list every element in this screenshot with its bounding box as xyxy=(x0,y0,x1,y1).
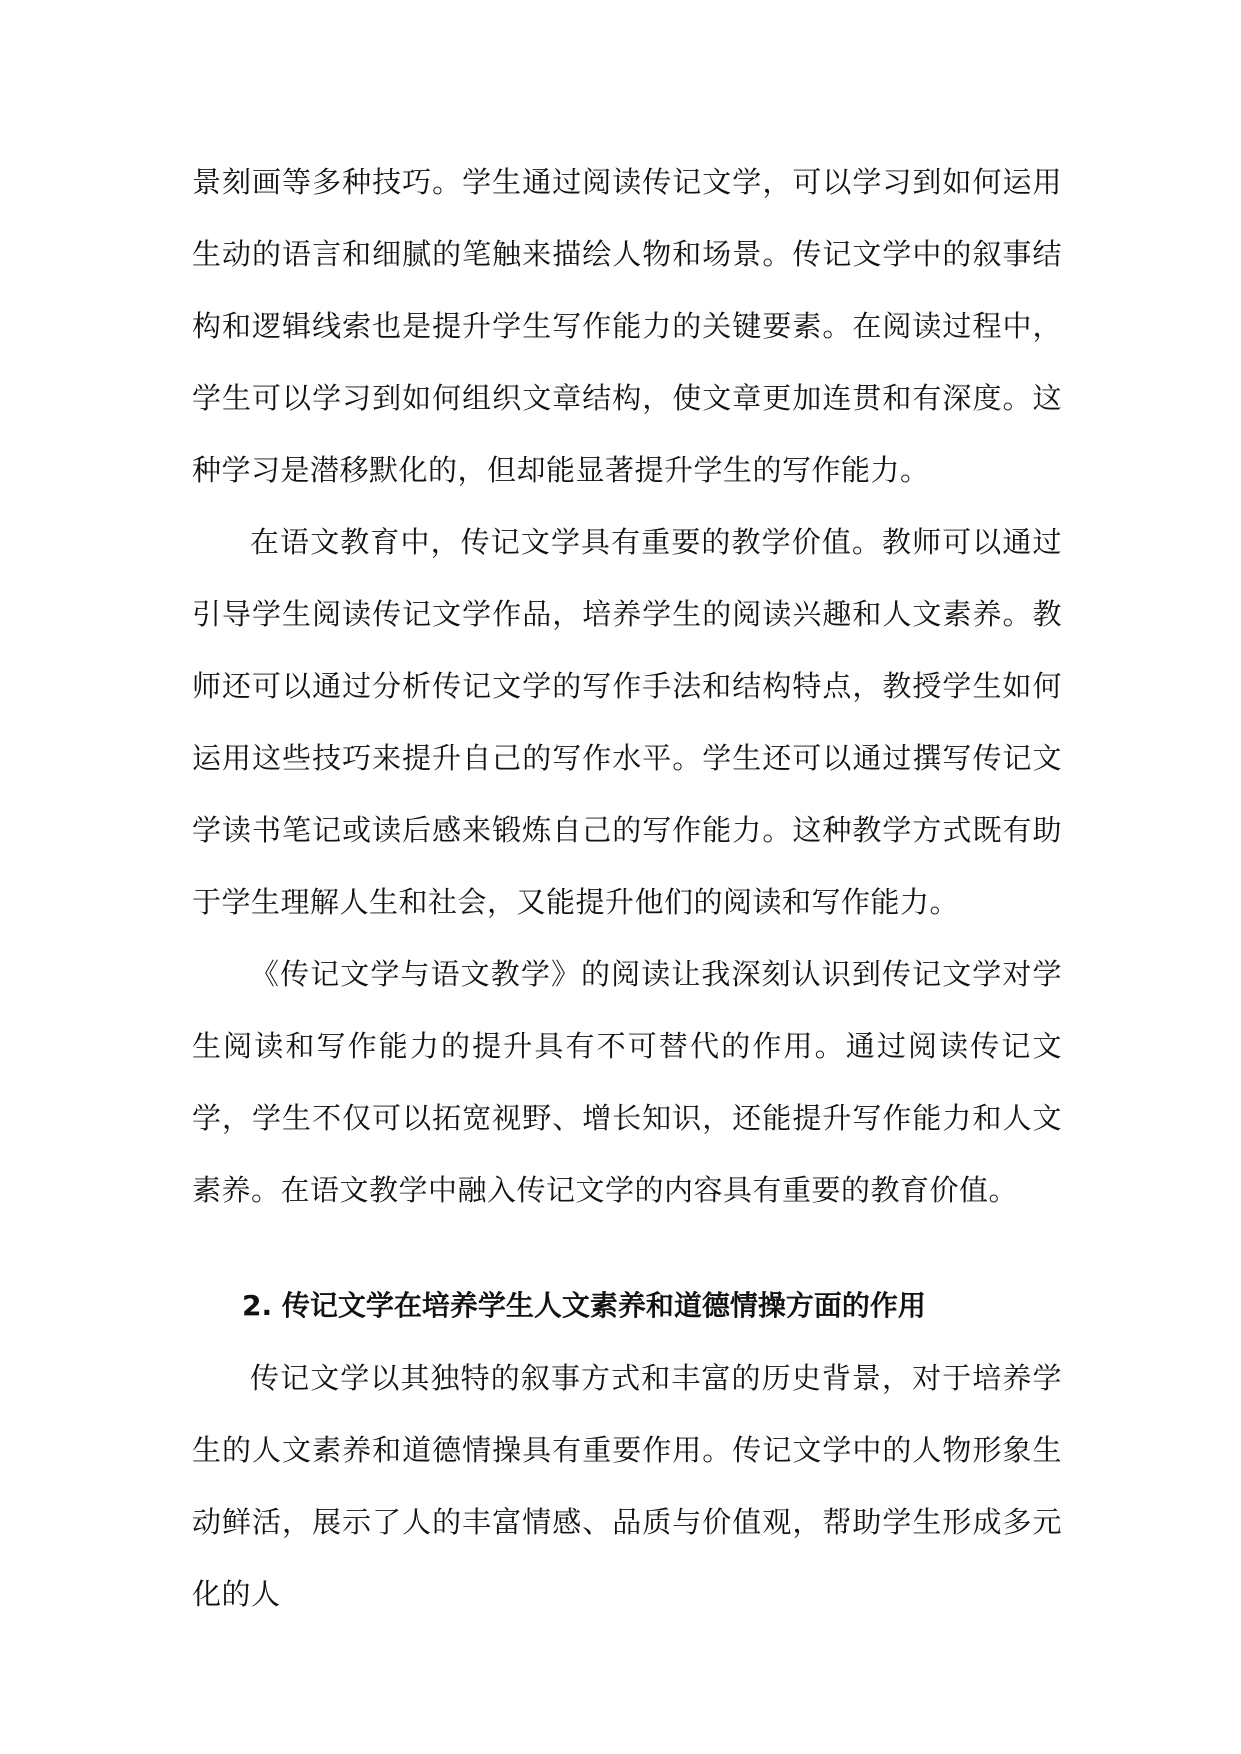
section-heading: 2. 传记文学在培养学生人文素养和道德情操方面的作用 xyxy=(242,1289,926,1322)
document-body xyxy=(192,146,1062,1630)
section-spacer xyxy=(192,1226,1062,1270)
paragraph-section-intro: 传记文学以其独特的叙事方式和丰富的历史背景，对于培养学生的人文素养和道德情操具有重要作用。传记文学中的人物形象生动鲜活，展示了人的丰富情感、品质与价值观，帮助学生形成多元化的人 xyxy=(192,1361,1062,1611)
paragraph-teaching-value: 在语文教育中，传记文学具有重要的教学价值。教师可以通过引导学生阅读传记文学作品，培养学生的阅读兴趣和人文素养。教师还可以通过分析传记文学的写作手法和结构特点，教授学生如何运用这些技巧来提升自己的写作水平。学生还可以通过撰写传记文学读书笔记或读后感来锻炼自己的写作能力。这种教学方式既有助于学生理解人生和社会，又能提升他们的阅读和写作能力。 xyxy=(192,525,1062,919)
paragraph-reading-reflection: 《传记文学与语文教学》的阅读让我深刻认识到传记文学对学生阅读和写作能力的提升具有不可替代的作用。通过阅读传记文学，学生不仅可以拓宽视野、增长知识，还能提升写作能力和人文素养。在语文教学中融入传记文学的内容具有重要的教育价值。 xyxy=(192,957,1062,1207)
paragraph-continued: 景刻画等多种技巧。学生通过阅读传记文学，可以学习到如何运用生动的语言和细腻的笔触来描绘人物和场景。传记文学中的叙事结构和逻辑线索也是提升学生写作能力的关键要素。在阅读过程中，学生可以学习到如何组织文章结构，使文章更加连贯和有深度。这种学习是潜移默化的，但却能显著提升学生的写作能力。 xyxy=(192,165,1062,487)
